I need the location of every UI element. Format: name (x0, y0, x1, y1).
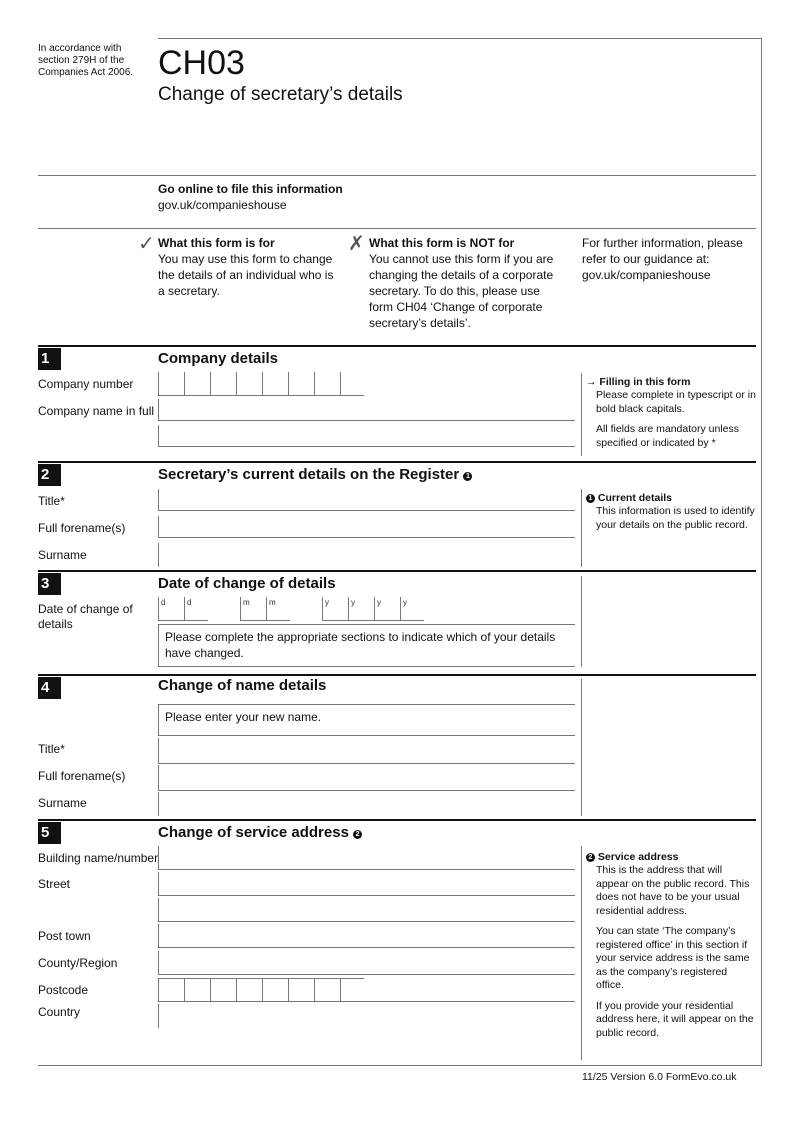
current-details-note-text: This information is used to identify your details on the public record. (596, 505, 755, 531)
building-field[interactable] (158, 846, 575, 870)
footer-version: 11/25 Version 6.0 FormEvo.co.uk (582, 1071, 737, 1083)
company-number-box[interactable] (314, 372, 340, 396)
note-marker-1-icon: 1 (586, 494, 595, 503)
section-4-title: Change of name details (158, 677, 327, 694)
service-address-note (586, 851, 754, 1040)
note-marker-2-icon: 2 (586, 853, 595, 862)
filling-note (586, 376, 756, 450)
form-for-block (158, 235, 343, 299)
date-letter: d (187, 598, 192, 607)
new-surname-field[interactable] (158, 792, 575, 816)
section-5-title-wrap (158, 823, 362, 843)
service-address-note-text-3: If you provide your residential address here, it will appear on the public record. (596, 999, 754, 1039)
company-number-box[interactable] (262, 372, 288, 396)
postcode-box[interactable] (158, 978, 184, 1002)
new-forenames-field[interactable] (158, 765, 575, 791)
form-not-for-block (369, 235, 559, 331)
date-letter: y (351, 598, 355, 607)
online-url[interactable]: gov.uk/companieshouse (158, 198, 287, 212)
service-address-note-text-2: You can state ‘The company’s registered office’ in this section if your service address is the same as the company’s registered office. (596, 925, 750, 991)
current-surname-field[interactable] (158, 543, 575, 567)
county-label: County/Region (38, 956, 118, 970)
company-name-label: Company name in full (38, 404, 155, 418)
company-number-box[interactable] (210, 372, 236, 396)
section-4-number: 4 (38, 677, 61, 699)
filling-note-title: Filling in this form (599, 376, 691, 388)
note-marker-2-icon: 2 (353, 830, 362, 839)
section-3-title: Date of change of details (158, 575, 336, 592)
county-field[interactable] (158, 951, 575, 975)
current-details-note (586, 492, 756, 532)
new-title-label: Title* (38, 742, 65, 756)
date-letter: d (161, 598, 166, 607)
date-letter: y (403, 598, 407, 607)
section-1-title: Company details (158, 350, 279, 367)
date-letter: y (325, 598, 329, 607)
date-letter: y (377, 598, 381, 607)
legal-note: In accordance with section 279H of the Companies Act 2006. (38, 43, 134, 78)
current-details-note-title: Current details (597, 492, 673, 504)
online-heading: Go online to file this information (158, 182, 343, 196)
section-5-number: 5 (38, 822, 61, 844)
postcode-box[interactable] (314, 978, 340, 1002)
post-town-field[interactable] (158, 924, 575, 948)
postcode-box[interactable] (236, 978, 262, 1002)
current-title-label: Title* (38, 494, 65, 508)
building-label: Building name/number (38, 851, 159, 865)
section-4-instruction: Please enter your new name. (158, 704, 575, 736)
cross-icon: ✗ (348, 233, 365, 255)
section-3-instruction: Please complete the appropriate sections to indicate which of your details have changed. (158, 624, 575, 667)
section-3-number: 3 (38, 573, 61, 595)
post-town-label: Post town (38, 929, 91, 943)
postcode-label: Postcode (38, 983, 89, 997)
date-letter: m (269, 598, 276, 607)
street-field-1[interactable] (158, 872, 575, 896)
section-5-title: Change of service address (158, 824, 349, 841)
company-number-box[interactable] (236, 372, 262, 396)
date-of-change-label: Date of change of details (38, 602, 133, 631)
postcode-box[interactable] (288, 978, 314, 1002)
service-address-note-text-1: This is the address that will appear on the public record. This does not have to be your usual residential address. (596, 864, 750, 917)
street-label: Street (38, 877, 71, 891)
postcode-box[interactable] (184, 978, 210, 1002)
company-number-box[interactable] (158, 372, 184, 396)
new-surname-label: Surname (38, 796, 87, 810)
company-number-box[interactable] (340, 372, 364, 396)
service-address-note-title: Service address (597, 851, 679, 863)
form-for-title: What this form is for (158, 236, 275, 250)
country-field[interactable] (158, 1004, 575, 1028)
form-not-for-title: What this form is NOT for (369, 236, 515, 250)
company-number-label: Company number (38, 377, 134, 391)
form-not-for-text: You cannot use this form if you are changing the details of a corporate secretary. To do this, please use form CH04 ‘Change of corporate secretary’s details’. (369, 252, 554, 330)
company-number-box[interactable] (184, 372, 210, 396)
further-info: For further information, please refer to our guidance at: gov.uk/companieshouse (582, 236, 743, 282)
new-forenames-label: Full forename(s) (38, 769, 126, 783)
form-for-text: You may use this form to change the details of an individual who is a secretary. (158, 252, 334, 298)
date-letter: m (243, 598, 250, 607)
section-2-title: Secretary’s current details on the Register (158, 466, 460, 483)
current-surname-label: Surname (38, 548, 87, 562)
section-1-number: 1 (38, 348, 61, 370)
current-forenames-label: Full forename(s) (38, 521, 126, 535)
company-name-field-2[interactable] (158, 425, 575, 447)
note-marker-1-icon: 1 (463, 472, 472, 481)
company-name-field-1[interactable] (158, 399, 575, 421)
postcode-box[interactable] (262, 978, 288, 1002)
form-title: Change of secretary’s details (158, 84, 403, 105)
section-2-number: 2 (38, 464, 61, 486)
current-title-field[interactable] (158, 489, 575, 511)
postcode-box[interactable] (340, 978, 575, 1002)
filling-note-text-1: Please complete in typescript or in bold black capitals. (596, 389, 756, 415)
arrow-right-icon: → (586, 376, 597, 388)
new-title-field[interactable] (158, 738, 575, 764)
section-2-title-wrap (158, 465, 472, 485)
current-forenames-field[interactable] (158, 516, 575, 538)
country-label: Country (38, 1005, 81, 1019)
postcode-box[interactable] (210, 978, 236, 1002)
street-field-2[interactable] (158, 898, 575, 922)
tick-icon: ✓ (138, 233, 155, 255)
filling-note-text-2: All fields are mandatory unless specified or indicated by * (596, 423, 739, 449)
company-number-box[interactable] (288, 372, 314, 396)
form-code: CH03 (158, 44, 245, 82)
